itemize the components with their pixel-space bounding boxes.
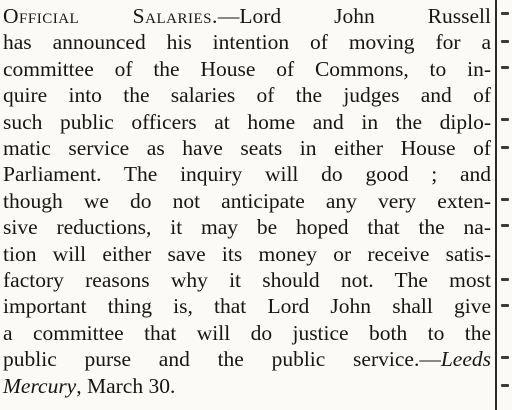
text-fragment: [501, 12, 509, 15]
article-text: factory reasons why it should not. The most: [3, 268, 491, 293]
text-fragment: [501, 146, 509, 149]
article-text: tion will either save its money or receive satis-: [3, 241, 491, 266]
article-text: though we do not anticipate any very exten-: [3, 188, 491, 213]
source-name: Mercury: [3, 373, 77, 398]
article-text: such public officers at home and in the diplo-: [3, 109, 491, 134]
text-fragment: [501, 278, 509, 281]
text-fragment: [501, 224, 509, 227]
article-line-1: [3, 3, 491, 29]
article-text: matic service as have seats in either House of: [3, 136, 491, 161]
article-text: [3, 346, 491, 372]
article-text: Parliament. The inquiry will do good ; and: [3, 162, 491, 187]
article-text: —Lord John Russell: [217, 4, 491, 28]
text-fragment: [501, 40, 509, 43]
column-divider: [495, 0, 497, 410]
article-text: has announced his intention of moving for a: [3, 30, 491, 55]
article-text-fragment: public purse and the public service.—: [3, 347, 441, 372]
article-headline: Official Salaries.: [3, 4, 218, 28]
article-body: [3, 3, 491, 399]
source-credit: [3, 373, 491, 399]
source-date: , March 30.: [76, 373, 176, 398]
article-text: quire into the salaries of the judges and of: [3, 83, 491, 108]
text-fragment: [501, 304, 509, 307]
article-text: sive reductions, it may be hoped that the na-: [3, 215, 491, 240]
text-fragment: [501, 66, 509, 69]
text-fragment: [501, 356, 509, 359]
text-fragment: [501, 198, 509, 201]
source-name: Leeds: [440, 347, 491, 372]
adjacent-column-fragment: [501, 0, 512, 410]
article-text: important thing is, that Lord John shall give: [3, 294, 491, 319]
article-text: committee of the House of Commons, to in-: [3, 56, 491, 81]
article-text: a committee that will do justice both to the: [3, 320, 491, 345]
text-fragment: [501, 118, 509, 121]
text-fragment: [501, 384, 509, 387]
